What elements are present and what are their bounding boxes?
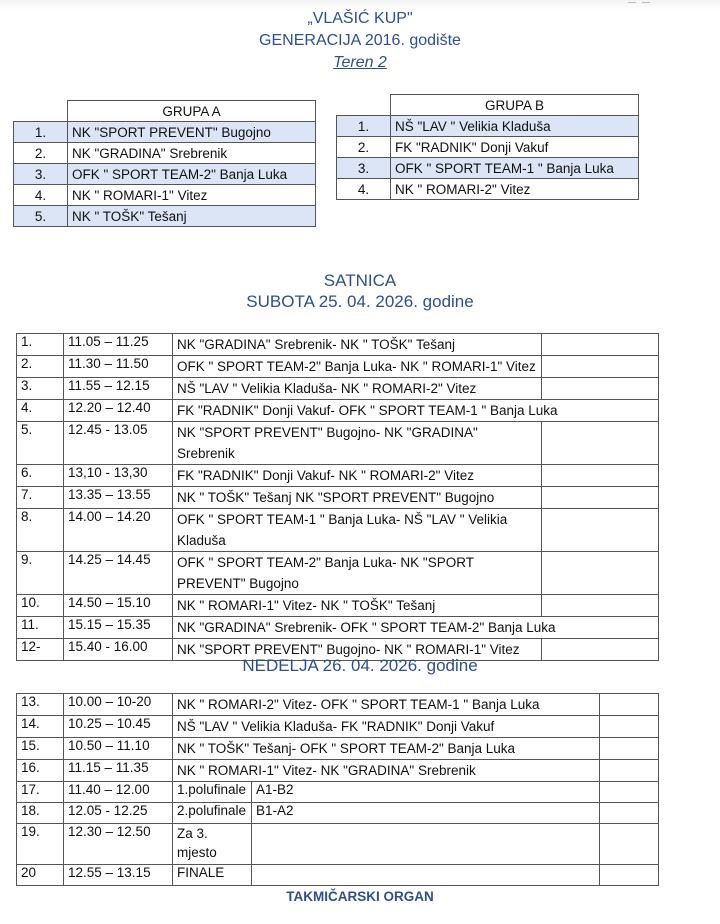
table-row: 1. NK "SPORT PREVENT" Bugojno (14, 122, 316, 143)
table-row: 4. NK " ROMARI-1" Vitez (14, 185, 316, 206)
group-b-table (336, 94, 639, 200)
document-header (0, 8, 720, 74)
table-row: 6. 13,10 - 13,30 FK "RADNIK" Donji Vakuf- NK " ROMARI-2" Vitez (17, 465, 659, 487)
sunday-title: NEDELJA 26. 04. 2026. godine (242, 656, 478, 675)
footer-signature: TAKMIČARSKI ORGAN (286, 889, 434, 904)
table-row: 8. 14.00 – 14.20 OFK " SPORT TEAM-1 " Banja Luka- NŠ "LAV " Velikia Kladuša (17, 509, 659, 552)
saturday-schedule-table (16, 333, 659, 661)
table-row: 11. 15.15 – 15.35 NK "GRADINA" Srebrenik- OFK " SPORT TEAM-2" Banja Luka (17, 617, 659, 639)
table-row: 4. 12.20 – 12.40 FK "RADNIK" Donji Vakuf- OFK " SPORT TEAM-1 " Banja Luka (17, 400, 659, 422)
table-row: 19. 12.30 – 12.50 Za 3. mjesto (17, 824, 659, 865)
generation-title: GENERACIJA 2016. godište (259, 32, 461, 49)
table-row: 12- 15.40 - 16.00 NK "SPORT PREVENT" Bugojno- NK " ROMARI-1" Vitez (17, 639, 659, 661)
table-row: 14. 10.25 – 10.45 NŠ "LAV " Velikia Kladuša- FK "RADNIK" Donji Vakuf (17, 716, 659, 738)
table-row: 4. NK " ROMARI-2" Vitez (337, 179, 639, 200)
sunday-schedule-table (16, 693, 659, 886)
table-row: 1. 11.05 – 11.25 NK "GRADINA" Srebrenik- NK " TOŠK" Tešanj (17, 334, 659, 356)
table-row: 17. 11.40 – 12.00 1.polufinale A1-B2 (17, 782, 659, 803)
table-row: 9. 14.25 – 14.45 OFK " SPORT TEAM-2" Banja Luka- NK "SPORT PREVENT" Bugojno (17, 552, 659, 595)
table-row: 3. OFK " SPORT TEAM-2" Banja Luka (14, 164, 316, 185)
table-row: 2. 11.30 – 11.50 OFK " SPORT TEAM-2" Banja Luka- NK " ROMARI-1" Vitez (17, 356, 659, 378)
table-row: 2. FK "RADNIK" Donji Vakuf (337, 137, 639, 158)
table-row: 7. 13.35 – 13.55 NK " TOŠK" Tešanj NK "SPORT PREVENT" Bugojno (17, 487, 659, 509)
table-row: 18. 12.05 - 12.25 2.polufinale B1-A2 (17, 803, 659, 824)
tournament-title: „VLAŠIĆ KUP" (307, 10, 413, 27)
table-row: 13. 10.00 – 10-20 NK " ROMARI-2" Vitez- OFK " SPORT TEAM-1 " Banja Luka (17, 694, 659, 716)
table-row: 3. 11.55 – 12.15 NŠ "LAV " Velikia Kladuša- NK " ROMARI-2" Vitez (17, 378, 659, 400)
table-row: 16. 11.15 – 11.35 NK " ROMARI-1" Vitez- NK "GRADINA" Srebrenik (17, 760, 659, 782)
table-row: 20 12.55 – 13.15 FINALE (17, 865, 659, 886)
table-row: 1. NŠ "LAV " Velikia Kladuša (337, 116, 639, 137)
schedule-title: SATNICA (323, 271, 397, 290)
saturday-title: SUBOTA 25. 04. 2026. godine (246, 292, 474, 311)
table-row: 15. 10.50 – 11.10 NK " TOŠK" Tešanj- OFK " SPORT TEAM-2" Banja Luka (17, 738, 659, 760)
table-row: 5. NK " TOŠK" Tešanj (14, 206, 316, 227)
field-title: Teren 2 (333, 54, 387, 71)
group-b-title: GRUPA B (391, 95, 639, 116)
group-a-table (13, 100, 316, 227)
table-row: 5. 12.45 - 13.05 NK "SPORT PREVENT" Bugojno- NK "GRADINA" Srebrenik (17, 422, 659, 465)
table-row: 3. OFK " SPORT TEAM-1 " Banja Luka (337, 158, 639, 179)
group-a-title: GRUPA A (68, 101, 316, 122)
table-row: 2. NK "GRADINA" Srebrenik (14, 143, 316, 164)
table-row: 10. 14.50 – 15.10 NK " ROMARI-1" Vitez- NK " TOŠK" Tešanj (17, 595, 659, 617)
